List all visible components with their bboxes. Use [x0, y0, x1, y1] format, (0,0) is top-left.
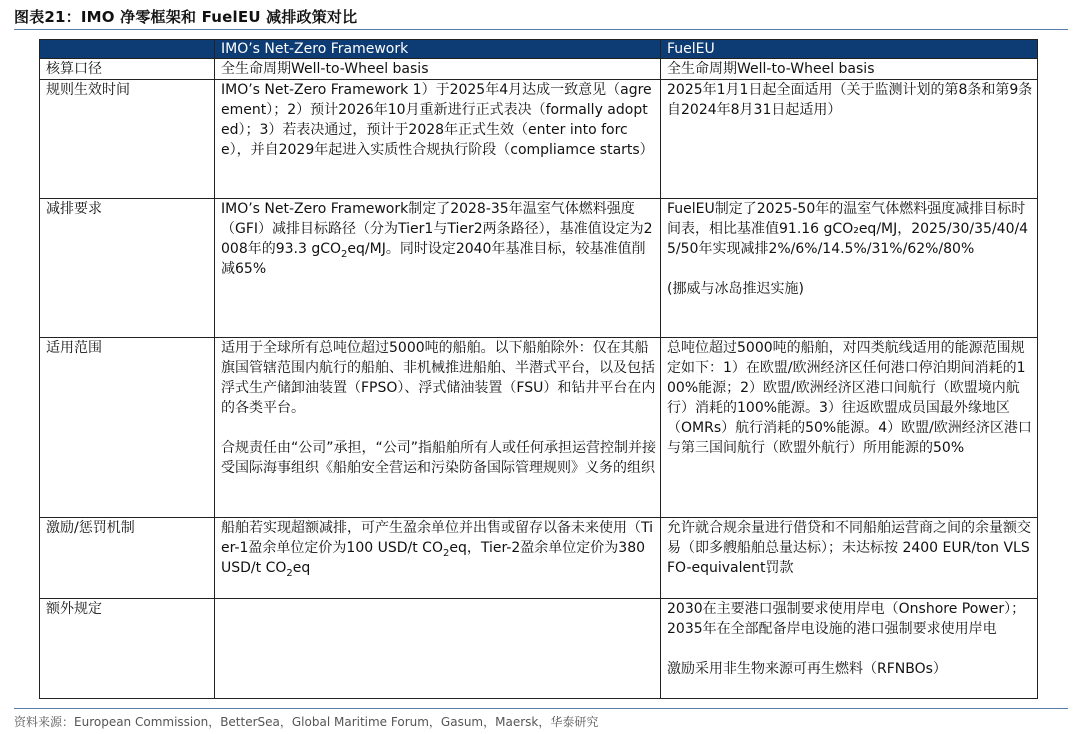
paragraph-gap — [221, 418, 656, 438]
row-label-reduction: 减排要求 — [40, 199, 215, 338]
source-note: 资料来源：European Commission，BetterSea，Global Maritime Forum，Gasum，Maersk，华泰研究 — [14, 715, 599, 729]
row-label-additional: 额外规定 — [40, 599, 215, 699]
header-row — [40, 40, 1038, 59]
cell-imo-additional — [215, 599, 661, 699]
text-part: eq/MJ。同时设定2040年基准目标，较基准值削减65% — [221, 241, 646, 277]
cell-text: 2030在主要港口强制要求使用岸电（Onshore Power）；2035年在全部配备岸电设施的港口强制要求使用岸电 — [667, 601, 1026, 637]
cell-text: 激励采用非生物来源可再生燃料（RFNBOs） — [667, 661, 947, 677]
table-row — [40, 199, 1038, 338]
table-row — [40, 338, 1038, 518]
header-fueleu: FuelEU — [661, 40, 1038, 59]
cell-fueleu-effective-date — [661, 80, 1038, 199]
cell-fueleu-reduction — [661, 199, 1038, 338]
cell-text: 允许就合规余量进行借贷和不同船舶运营商之间的余量额交易（即多艘船舶总量达标）；未达标按 2400 EUR/ton VLSFO-equivalent罚款 — [667, 520, 1031, 576]
cell-imo-reduction — [215, 199, 661, 338]
figure-title: 图表21：IMO 净零框架和 FuelEU 减排政策对比 — [14, 8, 358, 26]
paragraph-gap — [667, 639, 1033, 659]
cell-text: 全生命周期Well-to-Wheel basis — [667, 61, 875, 77]
table-row — [40, 518, 1038, 599]
cell-text: 2025年1月1日起全面适用（关于监测计划的第8条和第9条自2024年8月31日起适用） — [667, 82, 1033, 118]
subscript: 2 — [442, 547, 450, 559]
cell-imo-effective-date — [215, 80, 661, 199]
comparison-table — [39, 39, 1038, 699]
text-part: IMO’s Net-Zero Framework制定了2028-35年温室气体燃料强度（GFI）减排目标路径（分为Tier1与Tier2两条路径），基准值设定为2008年的93.3 gCO — [221, 201, 653, 257]
footer-divider — [14, 708, 1068, 709]
title-divider — [14, 29, 1068, 30]
header-imo: IMO’s Net-Zero Framework — [215, 40, 661, 59]
cell-imo-scope — [215, 338, 661, 518]
row-label-scope: 适用范围 — [40, 338, 215, 518]
cell-text: IMO’s Net-Zero Framework 1）于2025年4月达成一致意见（agreement）；2）预计2026年10月重新进行正式表决（formally adopted）；3）若表决通过，预计于2028年正式生效（enter into force），并自2029年起进入实质性合规执行阶段（compliamce starts） — [221, 82, 654, 158]
cell-fueleu-accounting — [661, 59, 1038, 80]
cell-text: 适用于全球所有总吨位超过5000吨的船舶。以下船舶除外：仅在其船旗国管辖范围内航行的船舶、非机械推进船舶、半潜式平台，以及包括浮式生产储卸油装置（FPSO）、浮式储油装置（FSU）和钻井平台在内的各类平台。 — [221, 340, 656, 416]
table-row — [40, 599, 1038, 699]
cell-fueleu-incentive — [661, 518, 1038, 599]
cell-text — [221, 518, 656, 578]
text-part: eq，Tier-2盈余单位定价为380 USD/t CO — [221, 540, 646, 576]
header-blank — [40, 40, 215, 59]
cell-text: 总吨位超过5000吨的船舶，对四类航线适用的能源范围规定如下：1）在欧盟/欧洲经济区任何港口停泊期间消耗的100%能源；2）欧盟/欧洲经济区港口间航行（欧盟境内航行）消耗的100%能源。3）往返欧盟成员国最外缘地区（OMRs）航行消耗的50%能源。4）欧盟/欧洲经济区港口与第三国间航行（欧盟外航行）所用能源的50% — [667, 340, 1032, 456]
cell-text: FuelEU制定了2025-50年的温室气体燃料强度减排目标时间表，相比基准值91.16 gCO₂eq/MJ，2025/30/35/40/45/50年实现减排2%/6%/14.5%/31%/62%/80% — [667, 201, 1029, 257]
cell-imo-accounting — [215, 59, 661, 80]
row-label-incentive: 激励/惩罚机制 — [40, 518, 215, 599]
cell-fueleu-scope — [661, 338, 1038, 518]
subscript: 2 — [341, 248, 348, 260]
cell-note: (挪威与冰岛推迟实施) — [667, 281, 804, 297]
cell-text: 合规责任由“公司”承担，“公司”指船舶所有人或任何承担运营控制并接受国际海事组织《船舶安全营运和污染防备国际管理规则》义务的组织 — [221, 440, 657, 476]
text-part: 船舶若实现超额减排，可产生盈余单位并出售或留存以备未来使用（Tier-1盈余单位定价为100 USD/t CO — [221, 520, 654, 556]
subscript: 2 — [286, 567, 293, 579]
cell-imo-incentive — [215, 518, 661, 599]
row-label-effective-date: 规则生效时间 — [40, 80, 215, 199]
table-row — [40, 80, 1038, 199]
cell-fueleu-additional — [661, 599, 1038, 699]
table-row — [40, 59, 1038, 80]
text-part: eq — [292, 560, 311, 576]
cell-text — [221, 199, 656, 279]
cell-text: 全生命周期Well-to-Wheel basis — [221, 61, 429, 77]
paragraph-gap — [667, 259, 1033, 279]
row-label-accounting: 核算口径 — [40, 59, 215, 80]
